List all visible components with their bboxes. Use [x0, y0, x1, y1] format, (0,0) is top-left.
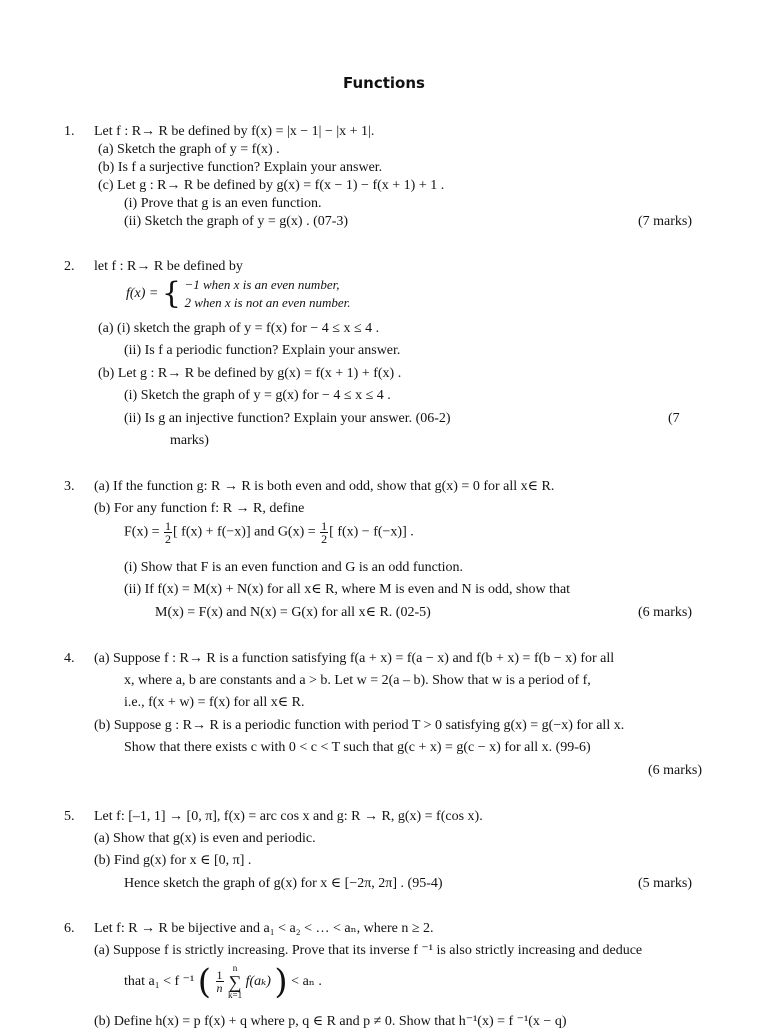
q2-part-b-i: (i) Sketch the graph of y = g(x) for − 4 ≤ x ≤ 4 . [124, 388, 391, 403]
q5-marks: (5 marks) [638, 876, 693, 891]
q3-part-b-ii: (ii) If f(x) = M(x) + N(x) for all x∈ R, where M is even and N is odd, show that [124, 582, 571, 597]
q4-part-b-2: Show that there exists c with 0 < c < T such that g(c + x) = g(c − x) for all x. (99-6) [124, 740, 591, 755]
q4-marks: (6 marks) [648, 763, 703, 778]
q3-half-1: $\frac{1}{2}$ [165, 519, 172, 546]
q1-part-c-i: (i) Prove that g is an even function. [124, 196, 322, 211]
q2-marks-end: marks) [170, 433, 209, 448]
page-title: Functions [343, 74, 425, 92]
q3-F-label: F(x) = [124, 524, 160, 540]
q5-part-b-cont: Hence sketch the graph of g(x) for x ∈ [−2π, 2π] . (95-4) [124, 876, 443, 891]
q1-part-c: (c) Let g : R→ R be defined by g(x) = f(x − 1) − f(x + 1) + 1 . [98, 178, 445, 193]
q1-marks: (7 marks) [638, 214, 693, 229]
q4-part-a-2: x, where a, b are constants and a > b. Let w = 2(a – b). Show that w is a period of f, [124, 673, 591, 688]
q3-marks: (6 marks) [638, 605, 693, 620]
q2-number: 2. [64, 259, 75, 274]
q6-summation: n ∑ k=1 [228, 962, 243, 1000]
q2-cases [184, 276, 350, 312]
q2-fx-label: f(x) = [126, 286, 159, 302]
q3-number: 3. [64, 479, 75, 494]
q5-number: 5. [64, 809, 75, 824]
q4-part-a-1: (a) Suppose f : R→ R is a function satisfying f(a + x) = f(a − x) and f(b + x) = f(b − x) for all [94, 651, 615, 666]
q6-inequality [124, 960, 322, 1004]
q1-part-b: (b) Is f a surjective function? Explain your answer. [98, 160, 383, 175]
q2-part-b: (b) Let g : R→ R be defined by g(x) = f(x + 1) + f(x) . [98, 366, 402, 381]
q6-stem: Let f: R → R be bijective and a₁ < a₂ < … < aₙ, where n ≥ 2. [94, 921, 434, 936]
q2-marks-start: (7 [668, 411, 680, 426]
q3-part-b-i: (i) Show that F is an even function and G is an odd function. [124, 560, 464, 575]
q3-G-body: [ f(x) − f(−x)] . [329, 524, 414, 540]
q2-part-a-i: (a) (i) sketch the graph of y = f(x) for − 4 ≤ x ≤ 4 . [98, 321, 380, 336]
q6-part-a-1: (a) Suppose f is strictly increasing. Prove that its inverse f ⁻¹ is also strictly increasing and deduce [94, 943, 643, 958]
q4-part-a-3: i.e., f(x + w) = f(x) for all x∈ R. [124, 695, 305, 710]
q6-number: 6. [64, 921, 75, 936]
q4-part-b-1: (b) Suppose g : R→ R is a periodic function with period T > 0 satisfying g(x) = g(−x) for all x. [94, 718, 625, 733]
q1-stem: Let f : R→ R be defined by f(x) = |x − 1| − |x + 1|. [94, 124, 375, 139]
q3-definitions [124, 520, 414, 545]
q6-paren-open: ( [197, 961, 211, 1002]
q2-stem: let f : R→ R be defined by [94, 259, 243, 274]
q2-piecewise [126, 276, 351, 312]
q3-F-body: [ f(x) + f(−x)] and G(x) = [173, 524, 316, 540]
q2-part-b-ii: (ii) Is g an injective function? Explain your answer. (06-2) [124, 411, 451, 426]
q2-case-2: 2 when x is not an even number. [184, 295, 351, 310]
q5-stem: Let f: [–1, 1] → [0, π], f(x) = arc cos x and g: R → R, g(x) = f(cos x). [94, 809, 483, 824]
q2-part-a-ii: (ii) Is f a periodic function? Explain your answer. [124, 343, 401, 358]
q6-paren-close: ) [274, 961, 288, 1002]
q5-part-b: (b) Find g(x) for x ∈ [0, π] . [94, 853, 252, 868]
q4-number: 4. [64, 651, 75, 666]
q6-ineq-right: < aₙ . [291, 974, 322, 989]
q6-ineq-left: that a₁ < f ⁻¹ [124, 974, 195, 989]
q3-part-a: (a) If the function g: R → R is both even and odd, show that g(x) = 0 for all x∈ R. [94, 479, 555, 494]
q5-part-a: (a) Show that g(x) is even and periodic. [94, 831, 316, 846]
q6-sum-term: f(aₖ) [245, 974, 271, 989]
q6-part-b-partial: (b) Define h(x) = p f(x) + q where p, q ∈ R and p ≠ 0. Show that h⁻¹(x) = f ⁻¹(x − q) [94, 1014, 567, 1029]
q2-brace: { [161, 276, 181, 311]
q1-part-a: (a) Sketch the graph of y = f(x) . [98, 142, 280, 157]
q6-one-over-n: $\frac{1}{n}$ [216, 968, 223, 996]
q2-case-1: −1 when x is an even number, [184, 277, 340, 292]
q3-part-b-ii-cont: M(x) = F(x) and N(x) = G(x) for all x∈ R. (02-5) [155, 605, 431, 620]
q1-part-c-ii: (ii) Sketch the graph of y = g(x) . (07-3) [124, 214, 349, 229]
q1-number: 1. [64, 124, 75, 139]
q3-half-2: $\frac{1}{2}$ [321, 519, 328, 546]
q3-part-b: (b) For any function f: R → R, define [94, 501, 305, 516]
